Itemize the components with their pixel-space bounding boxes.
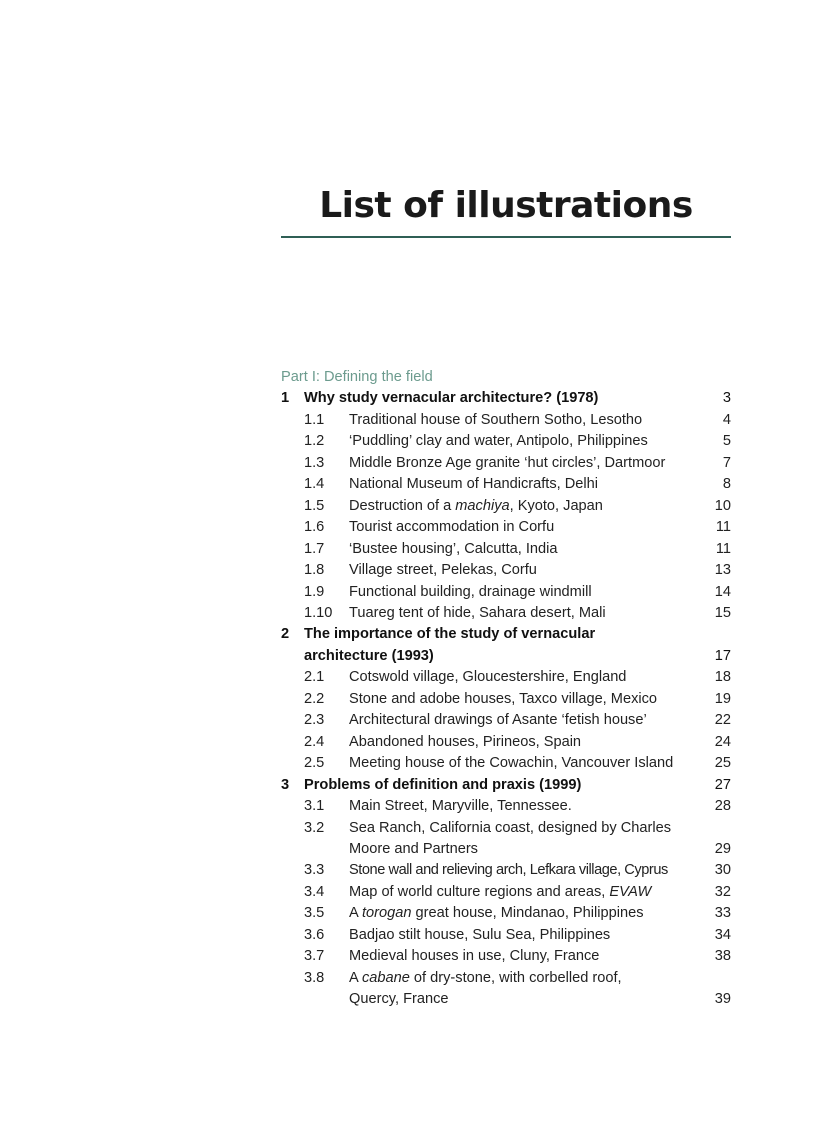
illustration-title: Abandoned houses, Pirineos, Spain	[349, 733, 582, 750]
page-number: 15	[714, 604, 731, 621]
illustration-title: Traditional house of Southern Sotho, Lesotho	[349, 411, 643, 428]
title-rule	[281, 236, 731, 238]
illustration-entry	[281, 753, 731, 774]
illustration-entry	[281, 560, 731, 581]
page-number: 25	[714, 755, 731, 772]
part-heading: Part I: Defining the field	[281, 369, 433, 385]
title-text: great house, Mindanao, Philippines	[411, 905, 644, 922]
page-number: 28	[714, 798, 731, 815]
illustration-number: 1.5	[304, 497, 325, 514]
illustration-entry	[281, 710, 731, 731]
title-emphasis: machiya	[455, 497, 510, 514]
illustration-number: 3.5	[304, 905, 325, 922]
illustration-number: 1.3	[304, 454, 325, 471]
illustration-title: Stone and adobe houses, Taxco village, Mexico	[349, 690, 658, 707]
page-number: 17	[714, 647, 731, 664]
illustration-title	[349, 496, 697, 517]
page-number: 27	[714, 776, 731, 793]
page-title: List of illustrations	[319, 185, 693, 226]
illustration-title: Cotswold village, Gloucestershire, England	[349, 669, 627, 686]
illustration-entry	[281, 946, 731, 967]
illustration-title	[349, 882, 697, 903]
illustration-entry	[281, 667, 731, 688]
illustration-number: 3.1	[304, 798, 325, 815]
illustration-entry	[281, 796, 731, 817]
illustration-number: 1.2	[304, 433, 325, 450]
illustration-number: 3.6	[304, 926, 325, 943]
title-line: architecture (1993)	[304, 647, 434, 664]
illustration-entry	[281, 582, 731, 603]
illustration-number: 3.7	[304, 948, 325, 965]
chapter-title	[304, 624, 697, 667]
illustration-title	[349, 968, 697, 1011]
illustration-number: 3.3	[304, 862, 325, 879]
page-number: 39	[714, 991, 731, 1008]
title-text: Destruction of a	[349, 497, 456, 514]
illustration-number: 1.9	[304, 583, 325, 600]
illustration-title: Meeting house of the Cowachin, Vancouver Island	[349, 755, 674, 772]
illustration-title: Stone wall and relieving arch, Lefkara village, Cyprus	[349, 862, 668, 879]
title-emphasis: torogan	[361, 905, 412, 922]
illustration-number: 1.10	[304, 604, 333, 621]
page-number: 11	[715, 540, 731, 557]
illustration-number: 3.8	[304, 969, 325, 986]
page-number: 11	[715, 519, 731, 536]
illustration-title: Middle Bronze Age granite ‘hut circles’, Dartmoor	[349, 454, 666, 471]
illustration-entry	[281, 431, 731, 452]
illustration-entry	[281, 818, 731, 861]
page-number: 33	[714, 905, 731, 922]
illustration-entry	[281, 903, 731, 924]
chapter-entry	[281, 388, 731, 409]
title-emphasis: EVAW	[609, 883, 652, 900]
page-number: 4	[722, 411, 731, 428]
illustration-number: 1.1	[304, 411, 325, 428]
illustration-title: ‘Bustee housing’, Calcutta, India	[349, 540, 558, 557]
illustration-entry	[281, 539, 731, 560]
page-number: 10	[714, 497, 731, 514]
title-text: A	[349, 969, 362, 986]
title-line: The importance of the study of vernacular	[304, 626, 596, 643]
page-number: 30	[714, 862, 731, 879]
illustration-title	[349, 818, 697, 861]
illustration-entry	[281, 882, 731, 903]
illustration-entry	[281, 689, 731, 710]
illustration-title: Village street, Pelekas, Corfu	[349, 562, 537, 579]
page-number: 18	[714, 669, 731, 686]
illustrations-list	[281, 367, 731, 1011]
illustration-entry	[281, 968, 731, 1011]
illustration-entry	[281, 517, 731, 538]
illustration-title: Tuareg tent of hide, Sahara desert, Mali	[349, 604, 606, 621]
page-number: 38	[714, 948, 731, 965]
chapter-number: 1	[281, 390, 290, 407]
illustration-number: 2.3	[304, 712, 325, 729]
chapter-number: 3	[281, 776, 290, 793]
chapter-entry	[281, 624, 731, 667]
page-number: 32	[714, 883, 731, 900]
page-number: 19	[714, 690, 731, 707]
illustration-entry	[281, 453, 731, 474]
page-number: 34	[714, 926, 731, 943]
illustration-number: 2.4	[304, 733, 325, 750]
page-number: 22	[714, 712, 731, 729]
illustration-entry	[281, 732, 731, 753]
title-text: A	[349, 905, 362, 922]
title-emphasis: cabane	[361, 969, 410, 986]
illustration-title	[349, 903, 697, 924]
chapter-title: Why study vernacular architecture? (1978)	[304, 390, 599, 407]
illustration-number: 1.4	[304, 476, 325, 493]
illustration-entry	[281, 860, 731, 881]
title-line: Quercy, France	[349, 991, 449, 1008]
chapter-entry	[281, 775, 731, 796]
page-number: 3	[722, 390, 731, 407]
page-number: 7	[722, 454, 731, 471]
page-number: 29	[714, 840, 731, 857]
title-line: Sea Ranch, California coast, designed by Charles	[349, 819, 672, 836]
page-number: 13	[714, 562, 731, 579]
illustration-title: Badjao stilt house, Sulu Sea, Philippines	[349, 926, 611, 943]
illustration-number: 1.6	[304, 519, 325, 536]
illustration-entry	[281, 410, 731, 431]
page-number: 5	[722, 433, 731, 450]
illustration-entry	[281, 474, 731, 495]
illustration-number: 1.8	[304, 562, 325, 579]
illustration-entry	[281, 925, 731, 946]
chapter-title: Problems of definition and praxis (1999)	[304, 776, 582, 793]
illustration-title: National Museum of Handicrafts, Delhi	[349, 476, 599, 493]
title-line: Moore and Partners	[349, 840, 478, 857]
illustration-number: 2.5	[304, 755, 325, 772]
chapter-number: 2	[281, 626, 290, 643]
page-number: 24	[714, 733, 731, 750]
illustration-entry	[281, 496, 731, 517]
illustration-title: Architectural drawings of Asante ‘fetish house’	[349, 712, 647, 729]
title-text: , Kyoto, Japan	[509, 497, 603, 514]
page-number: 14	[714, 583, 731, 600]
illustration-number: 2.2	[304, 690, 325, 707]
illustration-title: Tourist accommodation in Corfu	[349, 519, 555, 536]
title-text: Map of world culture regions and areas,	[349, 883, 610, 900]
illustration-number: 3.4	[304, 883, 325, 900]
title-text: of dry-stone, with corbelled roof,	[409, 969, 622, 986]
illustration-number: 1.7	[304, 540, 325, 557]
illustration-entry	[281, 603, 731, 624]
page-number: 8	[722, 476, 731, 493]
illustration-title: Medieval houses in use, Cluny, France	[349, 948, 600, 965]
illustration-number: 2.1	[304, 669, 325, 686]
illustration-title: ‘Puddling’ clay and water, Antipolo, Philippines	[349, 433, 648, 450]
illustration-title: Main Street, Maryville, Tennessee.	[349, 798, 572, 815]
illustration-title: Functional building, drainage windmill	[349, 583, 592, 600]
illustration-number: 3.2	[304, 819, 325, 836]
